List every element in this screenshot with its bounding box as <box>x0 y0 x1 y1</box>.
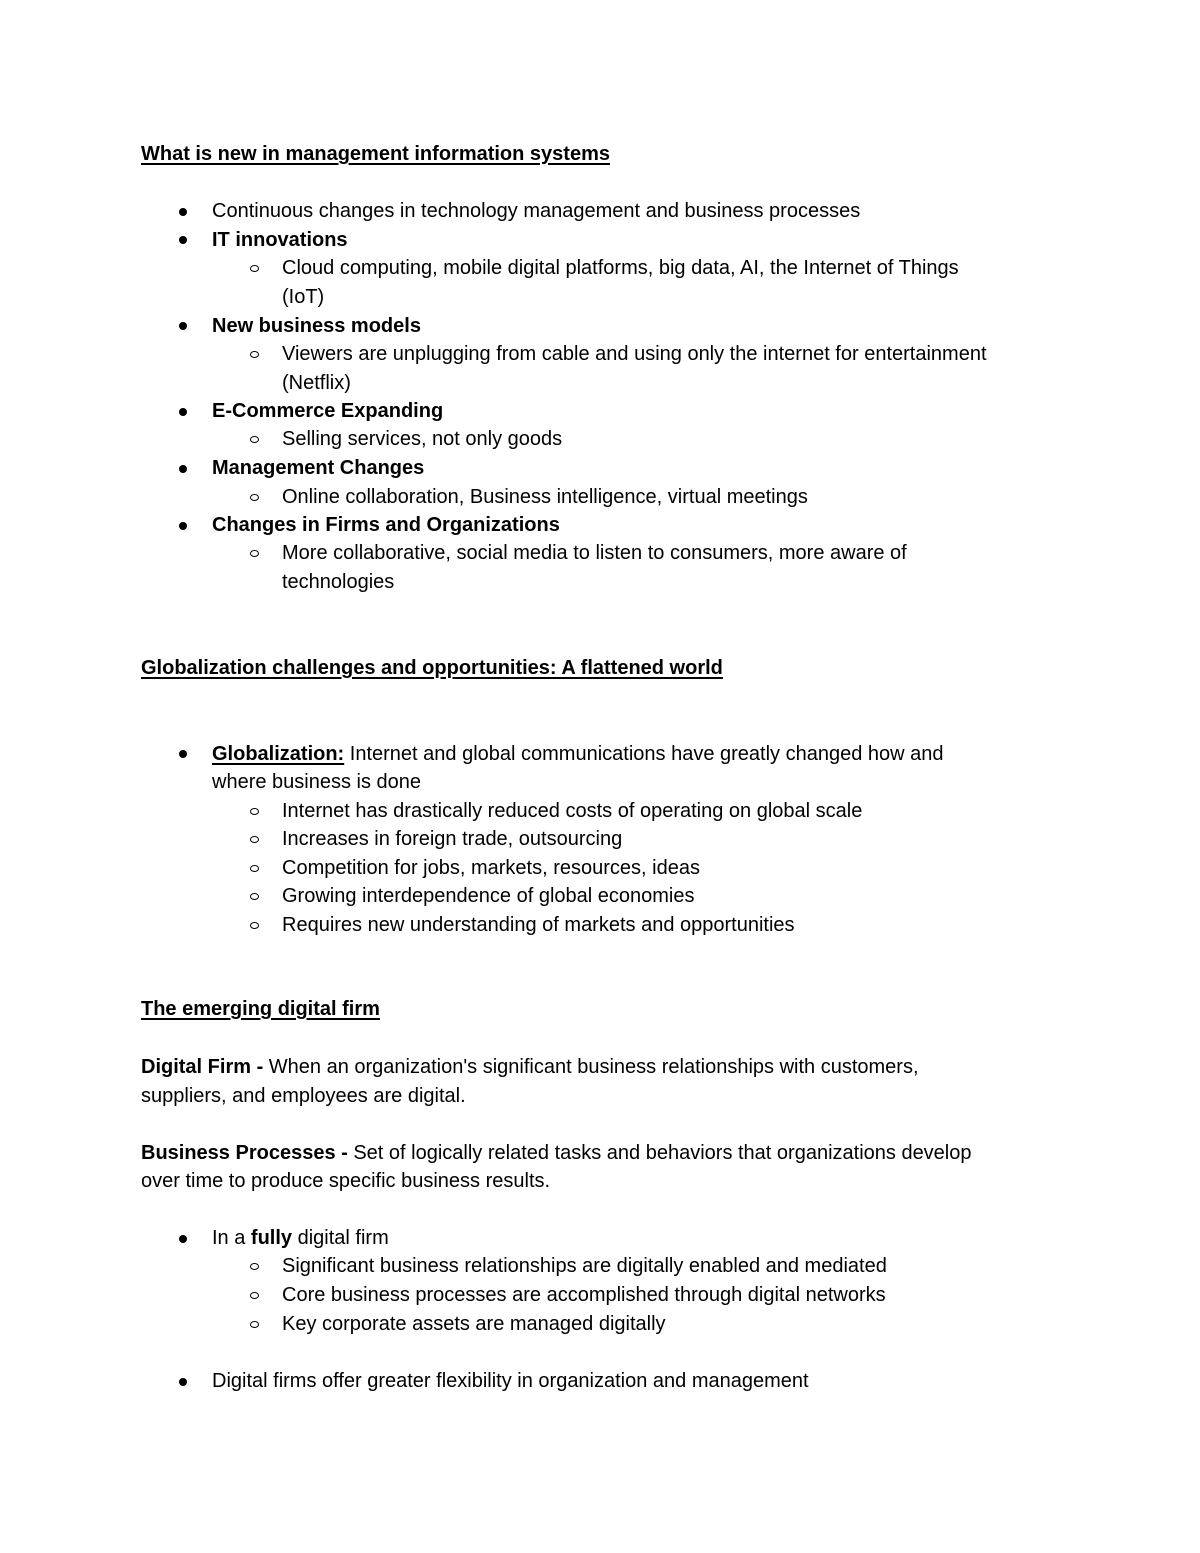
sub-list-item-cont: (Netflix) <box>282 372 351 394</box>
bullet-circle-icon <box>250 494 259 501</box>
bullet-circle-icon <box>250 550 259 557</box>
sub-list-item-cont: (IoT) <box>282 286 325 308</box>
section-heading-digital-firm: The emerging digital firm <box>141 998 380 1020</box>
list-item-emphasis: fully <box>250 1227 293 1249</box>
bullet-circle-icon <box>250 1321 259 1328</box>
sub-list-item: Requires new understanding of markets and opportunities <box>282 914 795 936</box>
sub-list-item: Competition for jobs, markets, resources, ideas <box>282 857 700 879</box>
bullet-circle-icon <box>250 836 259 843</box>
bullet-circle-icon <box>250 922 259 929</box>
bullet-circle-icon <box>250 893 259 900</box>
bullet-circle-icon <box>250 1292 259 1299</box>
bullet-dot-icon <box>179 750 187 758</box>
bullet-dot-icon <box>179 1235 187 1243</box>
bullet-dot-icon <box>179 208 187 216</box>
bullet-dot-icon <box>179 408 187 416</box>
list-item-label: Management Changes <box>212 457 425 479</box>
sub-list-item: Viewers are unplugging from cable and using only the internet for entertainment <box>282 343 987 365</box>
list-item-label: IT innovations <box>212 229 348 251</box>
list-item-label: Globalization: <box>212 743 345 765</box>
definition-text-cont: suppliers, and employees are digital. <box>141 1085 466 1107</box>
list-item: Continuous changes in technology management and business processes <box>212 200 861 222</box>
bullet-circle-icon <box>250 808 259 815</box>
section-heading-mis: What is new in management information systems <box>141 143 610 165</box>
bullet-dot-icon <box>179 322 187 330</box>
definition-term: Digital Firm - <box>141 1056 269 1078</box>
bullet-circle-icon <box>250 865 259 872</box>
list-item-text: In a <box>212 1227 251 1249</box>
sub-list-item: Internet has drastically reduced costs of operating on global scale <box>282 800 863 822</box>
sub-list-item: Increases in foreign trade, outsourcing <box>282 828 623 850</box>
sub-list-item: Selling services, not only goods <box>282 428 563 450</box>
sub-list-item: Key corporate assets are managed digitally <box>282 1313 666 1335</box>
sub-list-item-cont: technologies <box>282 571 395 593</box>
sub-list-item: Online collaboration, Business intelligence, virtual meetings <box>282 486 808 508</box>
definition-text: Set of logically related tasks and behaviors that organizations develop <box>353 1142 972 1164</box>
list-item-cont: where business is done <box>212 771 422 793</box>
sub-list-item: Growing interdependence of global economies <box>282 885 695 907</box>
bullet-circle-icon <box>250 1263 259 1270</box>
bullet-dot-icon <box>179 522 187 530</box>
list-item: Digital firms offer greater flexibility in organization and management <box>212 1370 809 1392</box>
definition-business-processes <box>141 1139 972 1168</box>
list-item <box>212 1224 389 1253</box>
list-item-text: Internet and global communications have greatly changed how and <box>344 743 944 765</box>
bullet-dot-icon <box>179 1378 187 1386</box>
bullet-circle-icon <box>250 436 259 443</box>
bullet-dot-icon <box>179 465 187 473</box>
sub-list-item: Cloud computing, mobile digital platforms, big data, AI, the Internet of Things <box>282 257 959 279</box>
definition-digital-firm <box>141 1053 919 1082</box>
bullet-circle-icon <box>250 265 259 272</box>
list-item <box>212 740 944 769</box>
bullet-circle-icon <box>250 351 259 358</box>
bullet-dot-icon <box>179 236 187 244</box>
sub-list-item: Core business processes are accomplished through digital networks <box>282 1284 886 1306</box>
list-item-text: digital firm <box>292 1227 389 1249</box>
sub-list-item: More collaborative, social media to listen to consumers, more aware of <box>282 542 907 564</box>
list-item-label: New business models <box>212 315 421 337</box>
definition-text: When an organization's significant business relationships with customers, <box>268 1056 919 1078</box>
definition-text-cont: over time to produce specific business results. <box>141 1170 551 1192</box>
sub-list-item: Significant business relationships are digitally enabled and mediated <box>282 1255 887 1277</box>
definition-term: Business Processes - <box>141 1142 354 1164</box>
list-item-label: Changes in Firms and Organizations <box>212 514 560 536</box>
section-heading-globalization: Globalization challenges and opportunities: A flattened world <box>141 657 723 679</box>
list-item-label: E-Commerce Expanding <box>212 400 444 422</box>
